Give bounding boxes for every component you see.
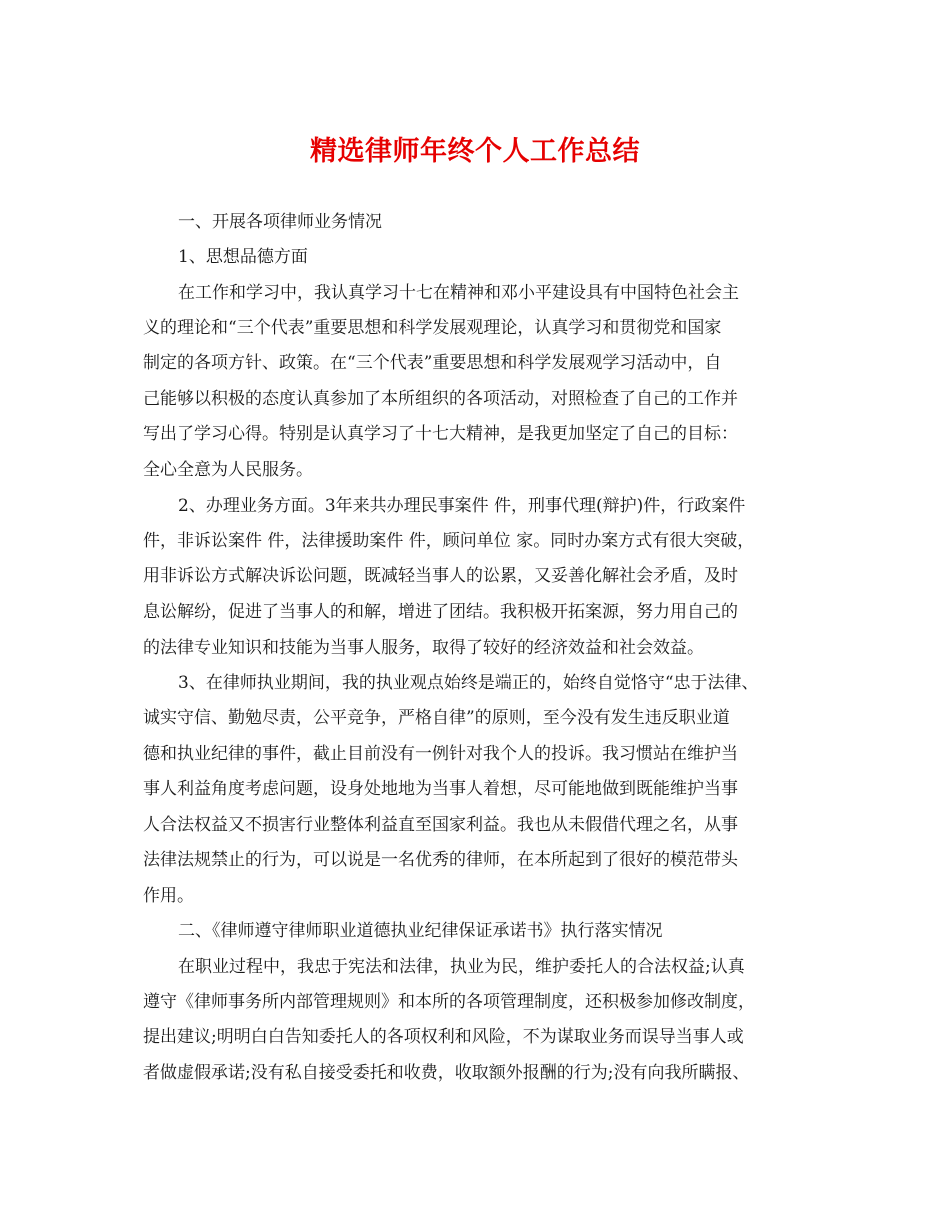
paragraph-line: 全心全意为人民服务。	[143, 460, 313, 480]
paragraph-line: 德和执业纪律的事件，截止目前没有一例针对我个人的投诉。我习惯站在维护当	[143, 744, 738, 764]
paragraph-line: 用非诉讼方式解决诉讼问题，既减轻当事人的讼累，又妥善化解社会矛盾，及时	[143, 566, 738, 586]
paragraph-line: 义的理论和“三个代表”重要思想和科学发展观理论，认真学习和贯彻党和国家	[143, 318, 722, 338]
paragraph-line: 制定的各项方针、政策。在“三个代表”重要思想和科学发展观学习活动中，自	[143, 353, 722, 373]
paragraph-line: 写出了学习心得。特别是认真学习了十七大精神，是我更加坚定了自己的目标：	[143, 424, 738, 444]
paragraph-line: 件，非诉讼案件 件，法律援助案件 件，顾问单位 家。同时办案方式有很大突破，	[143, 531, 755, 551]
paragraph-line: 人合法权益又不损害行业整体利益直至国家利益。我也从未假借代理之名，从事	[143, 815, 738, 835]
paragraph-line: 诚实守信、勤勉尽责，公平竞争，严格自律”的原则，至今没有发生违反职业道	[143, 708, 730, 728]
paragraph-line: 己能够以积极的态度认真参加了本所组织的各项活动，对照检查了自己的工作并	[143, 389, 738, 409]
subsection-heading-1: 1、思想品德方面	[178, 247, 308, 267]
paragraph-line: 2、办理业务方面。3年来共办理民事案件 件，刑事代理(辩护)件，行政案件	[178, 496, 746, 516]
paragraph-line: 事人利益角度考虑问题，设身处地地为当事人着想，尽可能地做到既能维护当事	[143, 779, 738, 799]
paragraph-line: 在工作和学习中，我认真学习十七在精神和邓小平建设具有中国特色社会主	[178, 283, 739, 303]
paragraph-line: 的法律专业知识和技能为当事人服务，取得了较好的经济效益和社会效益。	[143, 638, 704, 658]
paragraph-line: 在职业过程中，我忠于宪法和法律，执业为民，维护委托人的合法权益;认真	[178, 957, 745, 977]
paragraph-line: 3、在律师执业期间，我的执业观点始终是端正的，始终自觉恪守“忠于法律、	[178, 673, 759, 693]
paragraph-line: 作用。	[143, 886, 194, 906]
document-title: 精选律师年终个人工作总结	[310, 136, 640, 167]
paragraph-line: 提出建议;明明白白告知委托人的各项权利和风险，不为谋取业务而误导当事人或	[143, 1027, 744, 1047]
paragraph-line: 遵守《律师事务所内部管理规则》和本所的各项管理制度，还积极参加修改制度，	[143, 992, 755, 1012]
section-heading-2: 二、《律师遵守律师职业道德执业纪律保证承诺书》执行落实情况	[178, 921, 663, 941]
paragraph-line: 法律法规禁止的行为，可以说是一名优秀的律师，在本所起到了很好的模范带头	[143, 850, 738, 870]
paragraph-line: 者做虚假承诺;没有私自接受委托和收费，收取额外报酬的行为;没有向我所瞒报、	[143, 1063, 750, 1083]
section-heading-1: 一、开展各项律师业务情况	[178, 212, 382, 232]
paragraph-line: 息讼解纷，促进了当事人的和解，增进了团结。我积极开拓案源，努力用自己的	[143, 602, 738, 622]
